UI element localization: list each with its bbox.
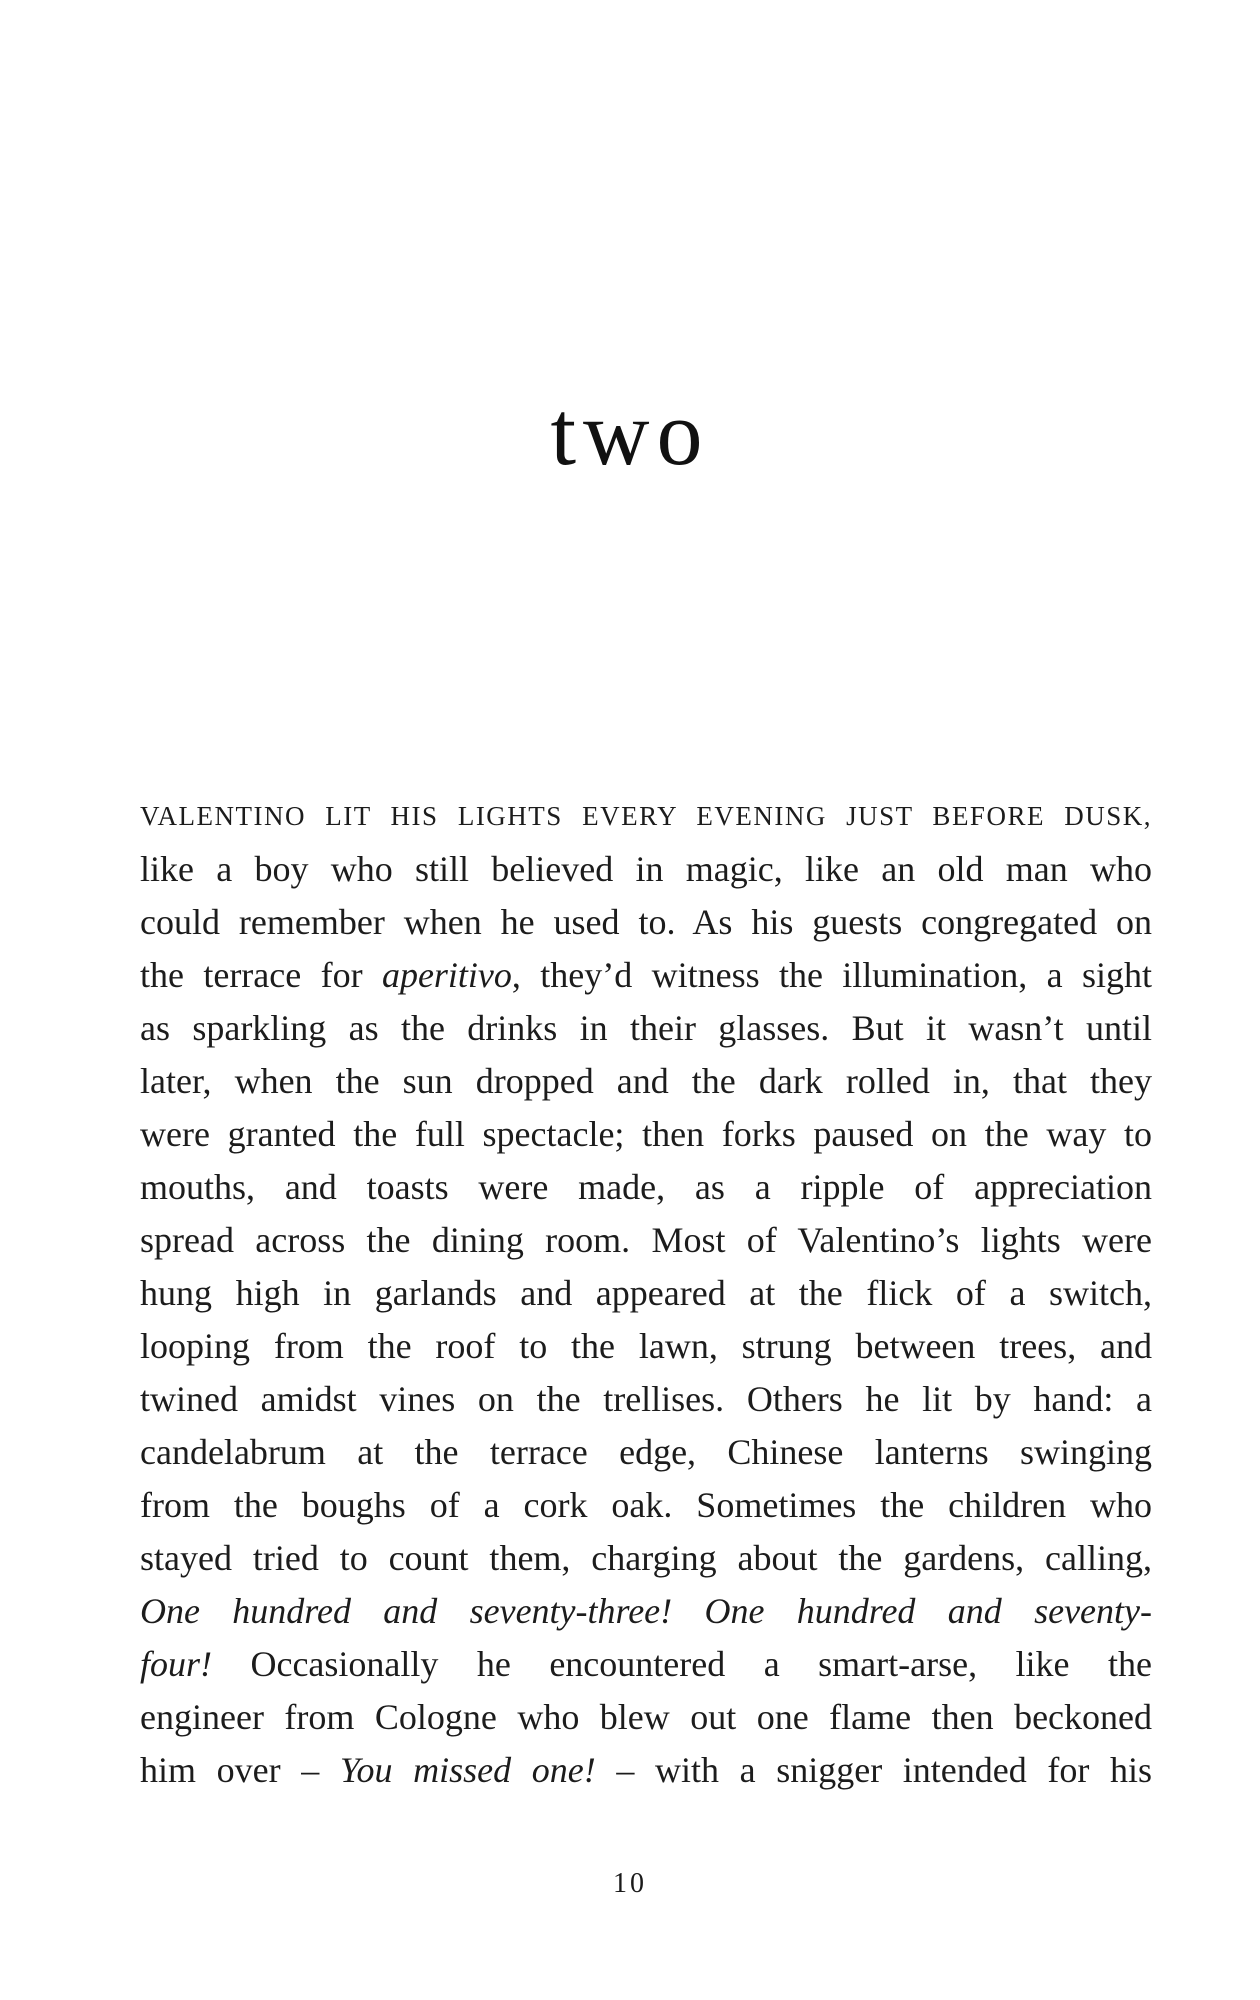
text-line — [140, 1214, 1152, 1267]
text-run: mouths, and toasts were made, as a ripple of appreciation — [140, 1167, 1152, 1207]
text-run: VALENTINO LIT HIS LIGHTS EVERY EVENING JUST BEFORE DUSK, — [140, 801, 1152, 831]
text-line — [140, 1373, 1152, 1426]
text-line — [140, 1426, 1152, 1479]
text-run: like a boy who still believed in magic, like an old man who — [140, 849, 1152, 889]
italic-text: One hundred and seventy-three! One hundred and seventy- — [140, 1591, 1152, 1631]
opening-line — [140, 790, 1152, 843]
text-line — [140, 1691, 1152, 1744]
text-line — [140, 1108, 1152, 1161]
text-line — [140, 1055, 1152, 1108]
text-run: hung high in garlands and appeared at the flick of a switch, — [140, 1273, 1152, 1313]
text-run: spread across the dining room. Most of Valentino’s lights were — [140, 1220, 1152, 1260]
text-line — [140, 1479, 1152, 1532]
text-line — [140, 1532, 1152, 1585]
text-run: him over – — [140, 1750, 340, 1790]
text-line — [140, 1744, 1152, 1797]
italic-text: You missed one! — [339, 1750, 596, 1790]
text-line — [140, 949, 1152, 1002]
text-line — [140, 1320, 1152, 1373]
text-run: as sparkling as the drinks in their glasses. But it wasn’t until — [140, 1008, 1152, 1048]
text-run: candelabrum at the terrace edge, Chinese lanterns swinging — [140, 1432, 1152, 1472]
text-run: Occasionally he encountered a smart-arse, like the — [212, 1644, 1152, 1684]
chapter-title: two — [550, 382, 710, 484]
text-run: the terrace for — [140, 955, 382, 995]
text-line — [140, 1002, 1152, 1055]
page-number: 10 — [613, 1868, 647, 1899]
text-run: twined amidst vines on the trellises. Others he lit by hand: a — [140, 1379, 1152, 1419]
text-run: later, when the sun dropped and the dark rolled in, that they — [140, 1061, 1152, 1101]
text-run: from the boughs of a cork oak. Sometimes the children who — [140, 1485, 1152, 1525]
text-run: were granted the full spectacle; then forks paused on the way to — [140, 1114, 1152, 1154]
text-run: – with a snigger intended for his — [595, 1750, 1152, 1790]
text-run: stayed tried to count them, charging about the gardens, calling, — [140, 1538, 1152, 1578]
text-line — [140, 896, 1152, 949]
text-run: could remember when he used to. As his guests congregated on — [140, 902, 1152, 942]
text-line — [140, 1638, 1152, 1691]
italic-text: aperitivo — [381, 955, 512, 995]
text-run: looping from the roof to the lawn, strung between trees, and — [140, 1326, 1152, 1366]
text-line — [140, 1161, 1152, 1214]
text-run: engineer from Cologne who blew out one flame then beckoned — [140, 1697, 1152, 1737]
text-line — [140, 843, 1152, 896]
text-line — [140, 1267, 1152, 1320]
text-run: , they’d witness the illumination, a sight — [511, 955, 1153, 995]
text-line — [140, 1585, 1152, 1638]
italic-text: four! — [140, 1644, 212, 1684]
body-paragraph — [140, 790, 1152, 1797]
